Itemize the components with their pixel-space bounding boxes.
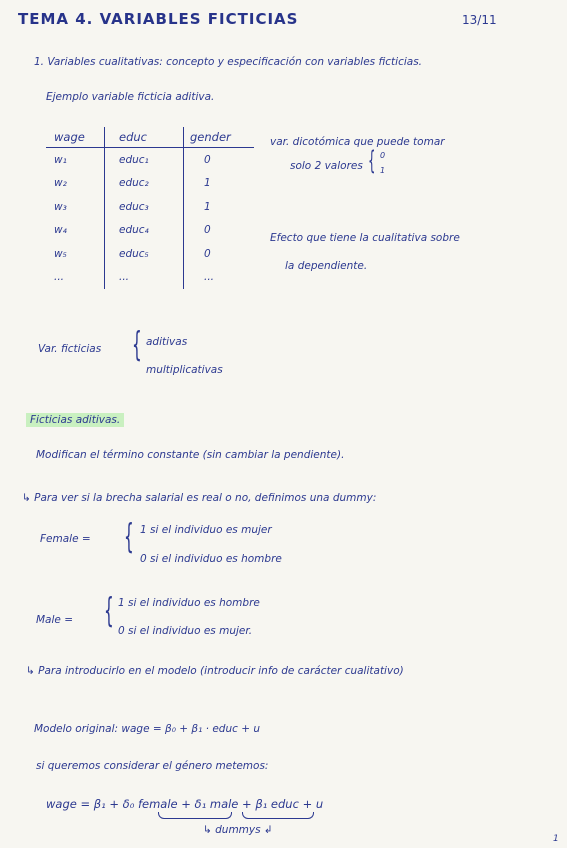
side-note-dichotomous: var. dicotómica que puede tomar [270,136,445,148]
table-cell: educ₃ [105,195,184,219]
table-cell: w₂ [46,172,105,196]
page-title: TEMA 4. VARIABLES FICTICIAS [18,10,299,28]
side-note-effect: Efecto que tiene la cualitativa sobre [270,232,460,244]
side-note-dependent: la dependiente. [285,260,368,272]
underbrace [158,812,232,819]
example-line: Ejemplo variable ficticia aditiva. [46,91,215,103]
female-label: Female = [40,533,91,545]
table-cell: educ₁ [105,148,184,172]
page-number: 1 [553,834,559,844]
table-row [46,242,254,266]
table-header-row [46,127,254,148]
female-case-1: 1 si el individuo es mujer [140,524,272,536]
table-cell: educ₅ [105,242,184,266]
original-model: Modelo original: wage = β₀ + β₁ · educ + u [34,723,261,735]
curly-brace-icon: { [104,591,114,631]
section-heading: 1. Variables cualitativas: concepto y especificación con variables ficticias. [34,56,422,68]
gender-line: si queremos considerar el género metemos: [36,760,269,772]
curly-brace-icon: { [124,517,134,557]
column-header: educ [105,127,184,148]
column-header: gender [184,127,255,148]
type-multiplicative: multiplicativas [146,364,223,376]
table-cell: 1 [204,200,211,213]
table-cell: 0 [204,247,211,260]
side-note-two-values: solo 2 valores [290,160,363,172]
table-cell: ... [46,266,105,290]
table-cell: w₁ [46,148,105,172]
table-row [46,219,254,243]
column-header: wage [46,127,105,148]
type-additive: aditivas [146,336,188,348]
highlighted-heading: Ficticias aditivas. [26,413,124,427]
male-label: Male = [36,614,74,626]
underbrace [242,812,314,819]
value-zero: 0 [380,151,386,160]
male-case-1: 1 si el individuo es hombre [118,597,260,609]
female-case-0: 0 si el individuo es hombre [140,553,282,565]
table-cell: w₄ [46,219,105,243]
introduce-line: ↳ Para introducirlo en el modelo (introducir info de carácter cualitativo) [26,665,404,677]
table-cell: 0 [204,224,211,237]
extended-model: wage = β₁ + δ₀ female + δ₁ male + β₁ educ + u [46,797,324,811]
table-cell: w₃ [46,195,105,219]
table-cell: 0 [204,153,211,166]
table-cell: educ₄ [105,219,184,243]
curly-brace-icon: { [368,146,376,176]
table-cell: w₅ [46,242,105,266]
table-cell: educ₂ [105,172,184,196]
wage-gap-line: ↳ Para ver si la brecha salarial es real o no, definimos una dummy: [22,492,377,504]
data-table [46,127,254,289]
page-date: 13/11 [462,13,497,27]
subsection-heading [26,414,124,426]
dummy-types-label: Var. ficticias [38,343,102,355]
table-cell: ... [204,271,215,284]
male-case-0: 0 si el individuo es mujer. [118,625,253,637]
table-row [46,195,254,219]
table-row [46,172,254,196]
curly-brace-icon: { [132,325,142,365]
table-row [46,266,254,290]
dummies-note: ↳ dummys ↲ [203,824,273,836]
value-one: 1 [380,166,386,175]
table-cell: ... [105,266,184,290]
additive-explanation: Modifican el término constante (sin cambiar la pendiente). [36,449,345,461]
table-row [46,148,254,172]
table-cell: 1 [204,177,211,190]
